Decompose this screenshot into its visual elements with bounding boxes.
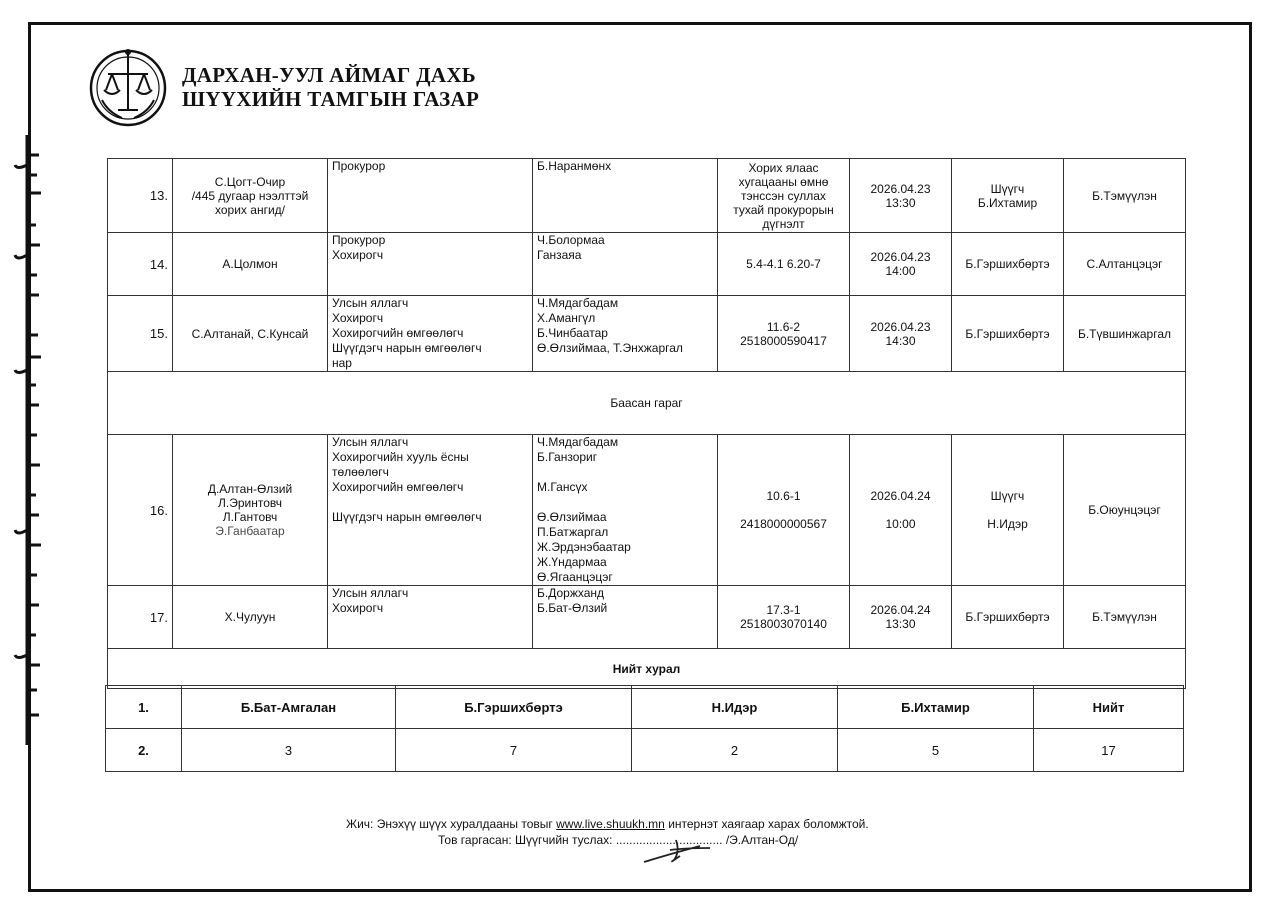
summary-table	[105, 685, 1184, 772]
total-title: Нийт хурал	[108, 649, 1186, 689]
table-row	[108, 296, 1186, 372]
summary-header: Нийт	[1034, 686, 1184, 729]
row-number: 15.	[108, 296, 173, 372]
article-cell: 10.6-1 2418000000567	[718, 435, 850, 586]
summary-header: Б.Гэршихбөртэ	[396, 686, 632, 729]
summary-value: 3	[182, 729, 396, 772]
summary-header-row	[106, 686, 1184, 729]
summary-value: 17	[1034, 729, 1184, 772]
judge-cell: Б.Гэршихбөртэ	[952, 233, 1064, 296]
court-emblem-icon	[88, 44, 168, 130]
live-shuukh-link[interactable]: www.live.shuukh.mn	[556, 817, 665, 831]
total-title-row	[108, 649, 1186, 689]
table-row	[108, 233, 1186, 296]
table-row	[108, 586, 1186, 649]
summary-row-number: 2.	[106, 729, 182, 772]
table-row	[108, 159, 1186, 233]
judge-cell: Б.Гэршихбөртэ	[952, 296, 1064, 372]
clerk-cell: Б.Түвшинжаргал	[1064, 296, 1186, 372]
row-number: 14.	[108, 233, 173, 296]
roles-cell: Прокурор Хохирогч	[328, 233, 533, 296]
article-cell: Хорих ялаас хугацааны өмнө тэнссэн суллах тухай прокурорын дүгнэлт	[718, 159, 850, 233]
row-number: 13.	[108, 159, 173, 233]
datetime-cell: 2026.04.23 14:30	[850, 296, 952, 372]
participants-cell: Ч.Мядагбадам Б.Ганзориг М.Гансүх Ө.Өлзиймаа П.Батжаргал Ж.Эрдэнэбаатар Ж.Үндармаа Ө.Ягаанцэцэг	[533, 435, 718, 586]
defendant-cell: С.Цогт-Очир /445 дугаар нээлттэй хорих ангид/	[173, 159, 328, 233]
defendant-cell: Д.Алтан-Өлзий Л.Эринтовч Л.Гантовч Э.Ганбаатар	[173, 435, 328, 586]
datetime-cell: 2026.04.24 10:00	[850, 435, 952, 586]
summary-row-number: 1.	[106, 686, 182, 729]
note-prefix: Жич: Энэхүү шүүх хуралдааны товыг	[346, 817, 557, 831]
roles-cell: Улсын яллагч Хохирогч	[328, 586, 533, 649]
article-cell: 11.6-2 2518000590417	[718, 296, 850, 372]
summary-value: 2	[632, 729, 838, 772]
datetime-cell: 2026.04.23 13:30	[850, 159, 952, 233]
judge-cell: Шүүгч Б.Ихтамир	[952, 159, 1064, 233]
signature	[640, 836, 730, 866]
article-cell: 5.4-4.1 6.20-7	[718, 233, 850, 296]
day-label: Баасан гараг	[108, 372, 1186, 435]
participants-cell: Б.Доржханд Б.Бат-Өлзий	[533, 586, 718, 649]
summary-values-row	[106, 729, 1184, 772]
clerk-cell: Б.Тэмүүлэн	[1064, 159, 1186, 233]
day-separator-row	[108, 372, 1186, 435]
court-title-line1: ДАРХАН-УУЛ АЙМАГ ДАХЬ	[182, 63, 476, 87]
summary-header: Н.Идэр	[632, 686, 838, 729]
participants-cell: Б.Наранмөнх	[533, 159, 718, 233]
prepared-by: Тов гаргасан: Шүүгчийн туслах: ................................ /Э.Алтан-Од/	[438, 833, 799, 847]
article-cell: 17.3-1 2518003070140	[718, 586, 850, 649]
row-number: 17.	[108, 586, 173, 649]
defendant-cell: А.Цолмон	[173, 233, 328, 296]
summary-value: 5	[838, 729, 1034, 772]
summary-value: 7	[396, 729, 632, 772]
roles-cell: Улсын яллагч Хохирогч Хохирогчийн өмгөөлөгч Шүүгдэгч нарын өмгөөлөгч нар	[328, 296, 533, 372]
footer-note	[346, 816, 869, 848]
mongolian-script-band	[4, 135, 50, 745]
judge-cell: Шүүгч Н.Идэр	[952, 435, 1064, 586]
court-header	[88, 44, 479, 130]
court-title-line2: ШҮҮХИЙН ТАМГЫН ГАЗАР	[182, 87, 480, 111]
summary-header: Б.Ихтамир	[838, 686, 1034, 729]
roles-cell: Прокурор	[328, 159, 533, 233]
datetime-cell: 2026.04.23 14:00	[850, 233, 952, 296]
defendant-faded: Э.Ганбаатар	[215, 524, 285, 538]
table-row	[108, 435, 1186, 586]
summary-header: Б.Бат-Амгалан	[182, 686, 396, 729]
clerk-cell: С.Алтанцэцэг	[1064, 233, 1186, 296]
judge-cell: Б.Гэршихбөртэ	[952, 586, 1064, 649]
defendant-cell: С.Алтанай, С.Кунсай	[173, 296, 328, 372]
clerk-cell: Б.Оюунцэцэг	[1064, 435, 1186, 586]
clerk-cell: Б.Тэмүүлэн	[1064, 586, 1186, 649]
datetime-cell: 2026.04.24 13:30	[850, 586, 952, 649]
hearing-schedule-table	[107, 158, 1186, 689]
roles-cell: Улсын яллагч Хохирогчийн хууль ёсны төлөөлөгч Хохирогчийн өмгөөлөгч Шүүгдэгч нарын өмгөөлөгч	[328, 435, 533, 586]
row-number: 16.	[108, 435, 173, 586]
note-suffix: интернэт хаягаар харах боломжтой.	[664, 817, 869, 831]
defendant-cell: Х.Чулуун	[173, 586, 328, 649]
participants-cell: Ч.Болормаа Ганзаяа	[533, 233, 718, 296]
participants-cell: Ч.Мядагбадам Х.Амангүл Б.Чинбаатар Ө.Өлзиймаа, Т.Энхжаргал	[533, 296, 718, 372]
